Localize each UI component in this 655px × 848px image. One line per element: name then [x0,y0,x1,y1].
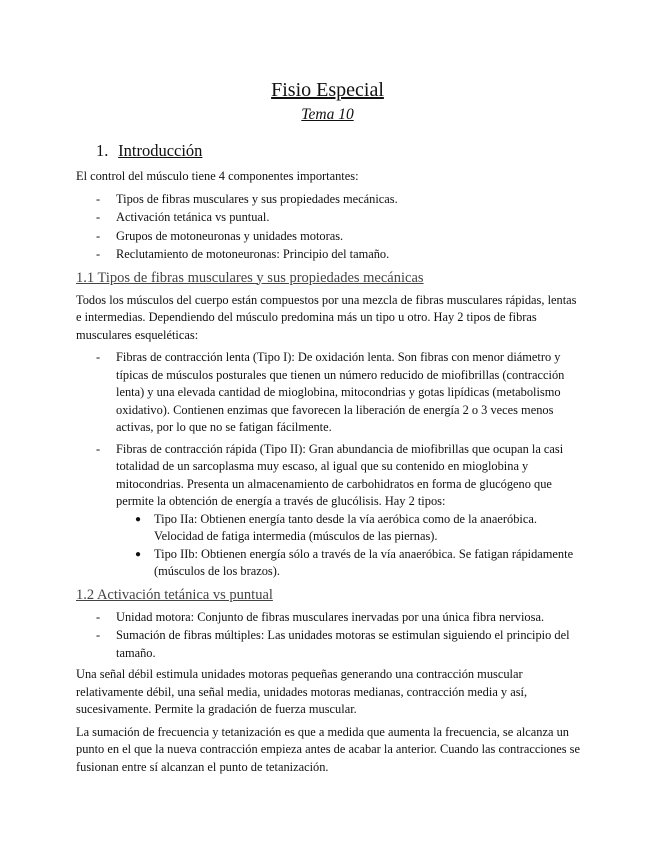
list-item-text: Fibras de contracción rápida (Tipo II): Gran abundancia de miofibrillas que ocupan la casi totalidad de un sarcoplasma muy escaso, al igual que su contenido en mioglobina y mitocondrias. Presenta un almacenamiento de carbohidratos en forma de glucógeno que permite la obtención de energía a través de glucólisis. Hay 2 tipos: [116,441,564,508]
activacion-list [76,609,582,663]
list-item: - Grupos de motoneuronas y unidades motoras. [76,228,582,246]
document-title: Fisio Especial [271,79,384,101]
list-item: - Sumación de fibras múltiples: Las unidades motoras se estimulan siguiendo el principio del tamaño. [76,627,582,662]
list-item: - Tipos de fibras musculares y sus propiedades mecánicas. [76,191,582,209]
list-item-fibras-rapidas [76,441,582,581]
subsection-heading-tipos-fibras: 1.1 Tipos de fibras musculares y sus propiedades mecánicas [76,269,424,286]
subtypes-list [116,511,582,581]
fibras-paragraph: Todos los músculos del cuerpo están compuestos por una mezcla de fibras musculares rápidas, lentas e intermedias. Dependiendo del músculo predomina más un tipo u otro. Hay 2 tipos de fibras musculares esqueléticas: [76,292,577,342]
subsection-heading-activacion: 1.2 Activación tetánica vs puntual [76,586,273,603]
section-heading-introduccion [96,140,582,162]
section-number: 1. [96,141,109,160]
section-title: Introducción [118,141,203,160]
document-subtitle: Tema 10 [301,106,354,123]
intro-paragraph: El control del músculo tiene 4 componentes importantes: [76,169,359,183]
fibras-list [76,349,582,581]
subtype-item: ● Tipo IIb: Obtienen energía sólo a través de la vía anaeróbica. Se fatigan rápidamente (músculos de los brazos). [116,546,582,581]
list-item: - Unidad motora: Conjunto de fibras musculares inervadas por una única fibra nerviosa. [76,609,582,627]
senal-paragraph: Una señal débil estimula unidades motoras pequeñas generando una contracción muscular relativamente débil, una señal media, unidades motoras medianas, contracción media y así, sucesivamente. Permite la gradación de fuerza muscular. [76,667,528,716]
sumacion-paragraph: La sumación de frecuencia y tetanización es que a medida que aumenta la frecuencia, se alcanza un punto en el que la nueva contracción empieza antes de acabar la anterior. Cuando las contracciones se fusionan entre sí alcanzan el punto de tetanización. [76,724,581,774]
list-item-fibras-lentas: - Fibras de contracción lenta (Tipo I): De oxidación lenta. Son fibras con menor diámetro y típicas de músculos posturales que tienen un número reducido de miofibrillas (contracción lenta) y una elevada cantidad de mioglobina, mitocondrias y gotas lipídicas (metabolismo oxidativo). Contienen enzimas que favorecen la liberación de energía 2 o 3 veces menos activas, por lo que no se fatigan fácilmente. [76,349,582,437]
list-item: - Activación tetánica vs puntual. [76,209,582,227]
document-body [76,140,582,781]
components-list [76,191,582,264]
list-item: - Reclutamiento de motoneuronas: Principio del tamaño. [76,246,582,264]
subtype-item: ● Tipo IIa: Obtienen energía tanto desde la vía aeróbica como de la anaeróbica. Velocidad de fatiga intermedia (músculos de las piernas). [116,511,582,546]
